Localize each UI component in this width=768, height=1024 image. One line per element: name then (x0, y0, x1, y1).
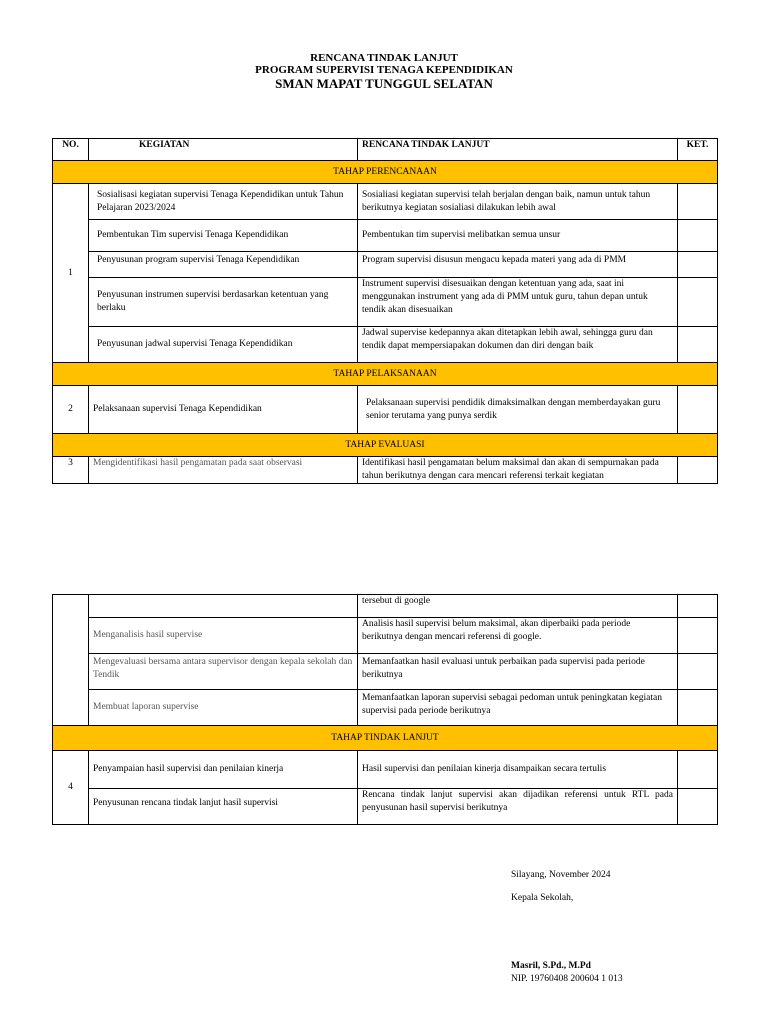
school-name: SMAN MAPAT TUNGGUL SELATAN (275, 76, 493, 91)
table-row (53, 184, 718, 220)
ket-cell (678, 690, 718, 726)
table-row (53, 220, 718, 252)
ket-cell (678, 278, 718, 327)
header-kegiatan: KEGIATAN (89, 139, 358, 161)
ket-cell (678, 654, 718, 690)
stage-row-evaluasi (53, 434, 718, 457)
row-number-1: 1 (53, 184, 89, 363)
kegiatan-cell: Mengevaluasi bersama antara supervisor dengan kepala sekolah dan Tendik (89, 654, 358, 690)
ket-cell (678, 220, 718, 252)
table-row (53, 595, 718, 618)
header-rtl: RENCANA TINDAK LANJUT (358, 139, 678, 161)
document-header (0, 52, 768, 92)
table-row (53, 751, 718, 789)
rtl-cell: tersebut di google (358, 595, 678, 618)
stage-perencanaan: TAHAP PERENCANAAN (53, 161, 718, 184)
rtl-table-page-1 (52, 138, 718, 484)
kegiatan-cell: Penyusunan instrumen supervisi berdasarkan ketentuan yang berlaku (89, 278, 358, 327)
kegiatan-cell: Penyampaian hasil supervisi dan penilaian kinerja (89, 751, 358, 789)
stage-evaluasi: TAHAP EVALUASI (53, 434, 718, 457)
ket-cell (678, 386, 718, 434)
kegiatan-cell: Penyusunan rencana tindak lanjut hasil supervisi (89, 789, 358, 825)
signer-nip: NIP. 19760408 200604 1 013 (511, 974, 623, 984)
rtl-cell: Program supervisi disusun mengacu kepada materi yang ada di PMM (358, 252, 678, 278)
kegiatan-cell: Menganalisis hasil supervise (89, 618, 358, 654)
header-ket: KET. (678, 139, 718, 161)
rtl-table-page-2 (52, 594, 718, 825)
rtl-cell: Hasil supervisi dan penilaian kinerja disampaikan secara tertulis (358, 751, 678, 789)
table-row (53, 789, 718, 825)
kegiatan-cell: Penyusunan program supervisi Tenaga Kependidikan (89, 252, 358, 278)
ket-cell (678, 252, 718, 278)
row-number-4: 4 (53, 751, 89, 825)
kegiatan-cell: Penyusunan jadwal supervisi Tenaga Kependidikan (89, 327, 358, 363)
table-row (53, 327, 718, 363)
table-row (53, 252, 718, 278)
ket-cell (678, 789, 718, 825)
stage-row-tindak-lanjut (53, 726, 718, 751)
title-line-1: RENCANA TINDAK LANJUT (310, 52, 458, 64)
kegiatan-cell: Pembentukan Tim supervisi Tenaga Kependidikan (89, 220, 358, 252)
signer-name: Masril, S.Pd., M.Pd (511, 961, 591, 971)
stage-row-pelaksanaan (53, 363, 718, 386)
rtl-cell: Jadwal supervise kedepannya akan ditetapkan lebih awal, sehingga guru dan tendik dapat mempersiapakan dokumen dan diri dengan baik (358, 327, 678, 363)
row-number-cell-empty (53, 595, 89, 726)
kegiatan-cell: Membuat laporan supervise (89, 690, 358, 726)
stage-tindak-lanjut: TAHAP TINDAK LANJUT (53, 726, 718, 751)
kegiatan-cell: Pelaksanaan supervisi Tenaga Kependidikan (89, 386, 358, 434)
rtl-cell: Analisis hasil supervisi belum maksimal, akan diperbaiki pada periode berikutnya dengan mencari referensi di google. (358, 618, 678, 654)
kegiatan-cell: Sosialisasi kegiatan supervisi Tenaga Kependidikan untuk Tahun Pelajaran 2023/2024 (89, 184, 358, 220)
row-number-3: 3 (53, 457, 89, 484)
ket-cell (678, 595, 718, 618)
row-number-2: 2 (53, 386, 89, 434)
table-row (53, 654, 718, 690)
rtl-cell: Memanfaatkan hasil evaluasi untuk perbaikan pada supervisi pada periode berikutnya (358, 654, 678, 690)
kegiatan-cell: Mengidentifikasi hasil pengamatan pada saat observasi (89, 457, 358, 484)
table-row (53, 618, 718, 654)
ket-cell (678, 184, 718, 220)
rtl-cell: Pembentukan tim supervisi melibatkan semua unsur (358, 220, 678, 252)
ket-cell (678, 457, 718, 484)
table-header-row (53, 139, 718, 161)
rtl-cell: Instrument supervisi disesuaikan dengan ketentuan yang ada, saat ini menggunakan instrument yang ada di PMM untuk guru, tahun depan untuk tendik akan disesuaikan (358, 278, 678, 327)
rtl-cell: Rencana tindak lanjut supervisi akan dijadikan referensi untuk RTL pada penyusunan hasil supervisi berikutnya (358, 789, 678, 825)
ket-cell (678, 327, 718, 363)
stage-pelaksanaan: TAHAP PELAKSANAAN (53, 363, 718, 386)
rtl-cell: Identifikasi hasil pengamatan belum maksimal dan akan di sempurnakan pada tahun berikutnya dengan cara mencari referensi terkait kegiatan (358, 457, 678, 484)
rtl-cell: Sosialiasi kegiatan supervisi telah berjalan dengan baik, namun untuk tahun berikutnya kegiatan sosialiasi dilakukan lebih awal (358, 184, 678, 220)
ket-cell (678, 751, 718, 789)
table-row (53, 278, 718, 327)
rtl-cell: Memanfaatkan laporan supervisi sebagai pedoman untuk peningkatan kegiatan supervisi pada periode berikutnya (358, 690, 678, 726)
place-date: Silayang, November 2024 (511, 870, 611, 880)
ket-cell (678, 618, 718, 654)
table-row (53, 690, 718, 726)
rtl-cell: Pelaksanaan supervisi pendidik dimaksimalkan dengan memberdayakan guru senior terutama yang punya serdik (358, 386, 678, 434)
table-row (53, 386, 718, 434)
title-line-2: PROGRAM SUPERVISI TENAGA KEPENDIDIKAN (255, 64, 513, 76)
kegiatan-cell (89, 595, 358, 618)
stage-row-perencanaan (53, 161, 718, 184)
header-no: NO. (53, 139, 89, 161)
table-row (53, 457, 718, 484)
signer-position: Kepala Sekolah, (511, 893, 574, 903)
